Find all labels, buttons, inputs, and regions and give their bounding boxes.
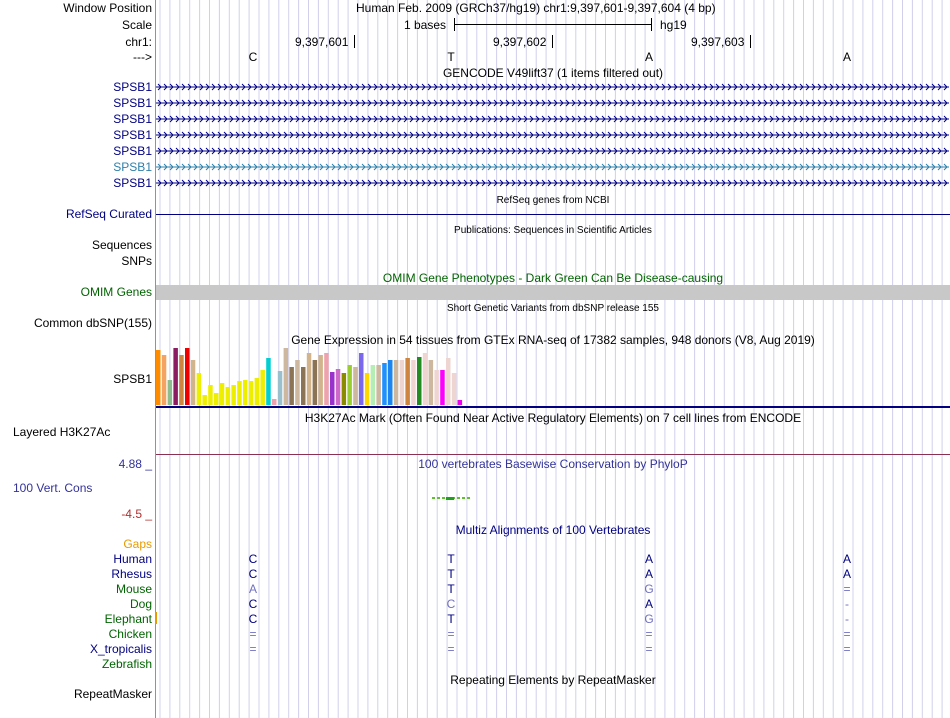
multiz-aligned-base: A [842,552,851,566]
gtex-tissue-bar[interactable] [417,357,422,405]
strand-label: ---> [133,50,152,64]
gtex-tissue-bar[interactable] [295,360,300,405]
multiz-track-title[interactable]: Multiz Alignments of 100 Vertebrates [455,523,651,537]
ref-base: A [644,50,653,64]
gencode-transcript-label[interactable]: SPSB1 [113,144,152,158]
multiz-aligned-base: = [447,627,455,641]
chrom-label: chr1: [125,35,152,49]
multiz-species-label[interactable]: Rhesus [111,567,152,581]
multiz-aligned-base: C [248,597,258,611]
gtex-tissue-bar[interactable] [289,367,294,405]
gtex-tissue-bar[interactable] [307,353,312,405]
gtex-tissue-bar[interactable] [168,380,173,405]
coord-tick [552,35,553,48]
multiz-aligned-base: C [248,552,258,566]
coord-tick [750,35,751,48]
gencode-transcript-label[interactable]: SPSB1 [113,96,152,110]
publications-track-title[interactable]: Publications: Sequences in Scientific Articles [454,225,652,236]
gencode-transcript-intron[interactable] [156,80,949,94]
gtex-tissue-bar[interactable] [371,365,376,405]
multiz-aligned-base: G [644,612,654,626]
gtex-tissue-bar[interactable] [458,400,463,405]
gtex-tissue-bar[interactable] [226,387,231,405]
gtex-track-label[interactable]: SPSB1 [113,372,152,386]
multiz-species-label[interactable]: X_tropicalis [89,642,152,656]
gencode-transcript-intron[interactable] [156,144,949,158]
ref-base: T [447,50,455,64]
gtex-tissue-bar[interactable] [191,360,196,405]
repeatmasker-track-title[interactable]: Repeating Elements by RepeatMasker [450,673,656,687]
multiz-gaps-label: Gaps [123,537,152,551]
h3k27ac-line [156,454,950,455]
multiz-aligned-base: - [845,597,849,611]
gtex-tissue-bar[interactable] [365,373,370,405]
multiz-aligned-base: T [447,582,455,596]
gtex-tissue-bar[interactable] [324,353,329,405]
gtex-tissue-bar[interactable] [278,371,283,405]
omim-track-title[interactable]: OMIM Gene Phenotypes - Dark Green Can Be Disease-causing [382,271,724,285]
gtex-bar-chart[interactable] [156,347,950,409]
scale-bar-left-tick [454,18,455,31]
gtex-tissue-bar[interactable] [260,370,265,405]
multiz-aligned-base: A [644,567,653,581]
multiz-species-label[interactable]: Human [113,552,152,566]
multiz-aligned-base: A [644,552,653,566]
gtex-tissue-bar[interactable] [208,385,213,405]
multiz-aligned-base: = [645,642,653,656]
multiz-aligned-base: T [447,552,455,566]
gtex-tissue-bar[interactable] [359,353,364,405]
gencode-transcript-label[interactable]: SPSB1 [113,112,152,126]
gtex-tissue-bar[interactable] [423,353,428,405]
gtex-tissue-bar[interactable] [237,381,242,405]
multiz-aligned-base: T [447,567,455,581]
gtex-tissue-bar[interactable] [388,360,393,405]
gtex-tissue-bar[interactable] [382,363,387,405]
elephant-insert-marker [155,612,157,624]
scale-assembly: hg19 [660,18,687,32]
gtex-tissue-bar[interactable] [272,399,277,405]
gtex-tissue-bar[interactable] [156,350,161,405]
gtex-tissue-bar[interactable] [284,348,289,405]
gtex-tissue-bar[interactable] [353,367,358,405]
gtex-tissue-bar[interactable] [243,380,248,405]
gtex-tissue-bar[interactable] [347,365,352,405]
multiz-species-label[interactable]: Zebrafish [101,657,152,671]
gtex-tissue-bar[interactable] [434,370,439,405]
coord-tick-label: 9,397,601 [295,35,349,49]
h3k27ac-track-label[interactable]: Layered H3K27Ac [13,425,111,439]
multiz-aligned-base: A [842,567,851,581]
omim-gene-bar[interactable] [156,285,950,300]
multiz-aligned-base: T [447,612,455,626]
gtex-tissue-bar[interactable] [179,355,184,405]
omim-track-label[interactable]: OMIM Genes [80,285,152,299]
gencode-transcript-intron[interactable] [156,160,949,174]
coord-tick [354,35,355,48]
scale-bar [454,24,652,25]
phylop-track-label[interactable]: 100 Vert. Cons [13,481,93,495]
gtex-tissue-bar[interactable] [318,355,323,405]
multiz-aligned-base: C [248,567,258,581]
multiz-species-label[interactable]: Mouse [115,582,152,596]
gtex-tissue-bar[interactable] [440,370,445,405]
ref-base: A [842,50,851,64]
gtex-tissue-bar[interactable] [405,358,410,405]
multiz-aligned-base: = [249,627,257,641]
refseq-track-label[interactable]: RefSeq Curated [65,207,152,221]
dbsnp-track-label[interactable]: Common dbSNP(155) [33,316,152,330]
multiz-aligned-base: G [644,582,654,596]
refseq-track-title[interactable]: RefSeq genes from NCBI [496,195,610,206]
gtex-tissue-bar[interactable] [336,369,341,405]
scale-bar-right-tick [651,18,652,31]
gtex-tissue-bar[interactable] [446,358,451,405]
scale-label: Scale [121,18,152,32]
window-position-value: Human Feb. 2009 (GRCh37/hg19) chr1:9,397,601-9,397,604 (4 bp) [356,1,716,15]
gencode-transcript-label[interactable]: SPSB1 [113,160,152,174]
coord-tick-label: 9,397,603 [691,35,745,49]
multiz-aligned-base: A [248,582,257,596]
gtex-baseline [156,406,950,408]
multiz-aligned-base: = [843,582,851,596]
multiz-species-label[interactable]: Chicken [108,627,152,641]
gtex-tissue-bar[interactable] [197,373,202,405]
ref-base: C [248,50,258,64]
multiz-aligned-base: - [845,612,849,626]
gencode-transcript-intron[interactable] [156,112,949,126]
gtex-tissue-bar[interactable] [429,360,434,405]
gtex-tissue-bar[interactable] [185,348,190,405]
snps-track-label[interactable]: SNPs [121,254,152,268]
publications-track-label[interactable]: Sequences [91,238,152,252]
phylop-track-title[interactable]: 100 vertebrates Basewise Conservation by PhyloP [418,457,688,471]
phylop-max-label: 4.88 _ [118,457,152,471]
gtex-tissue-bar[interactable] [400,360,405,405]
h3k27ac-track-title[interactable]: H3K27Ac Mark (Often Found Near Active Regulatory Elements) on 7 cell lines from ENCODE [304,411,802,425]
gtex-tissue-bar[interactable] [202,395,207,405]
phylop-min-label: -4.5 _ [121,507,152,521]
window-position-label: Window Position [63,1,152,15]
multiz-aligned-base: C [248,612,258,626]
gencode-transcript-intron[interactable] [156,96,949,110]
multiz-species-label[interactable]: Dog [129,597,152,611]
gtex-tissue-bar[interactable] [411,360,416,405]
gtex-tissue-bar[interactable] [394,360,399,405]
coord-tick-label: 9,397,602 [493,35,547,49]
multiz-species-label[interactable]: Elephant [104,612,152,626]
multiz-aligned-base: = [843,627,851,641]
gtex-tissue-bar[interactable] [162,355,167,405]
gtex-tissue-bar[interactable] [231,385,236,405]
gtex-track-title[interactable]: Gene Expression in 54 tissues from GTEx RNA-seq of 17382 samples, 948 donors (V8, Aug 2019) [291,333,815,347]
gtex-tissue-bar[interactable] [376,365,381,405]
gtex-tissue-bar[interactable] [173,348,178,405]
multiz-aligned-base: = [645,627,653,641]
gtex-tissue-bar[interactable] [313,360,318,405]
refseq-gene-line[interactable] [156,214,950,215]
multiz-aligned-base: A [644,597,653,611]
gtex-tissue-bar[interactable] [220,383,225,405]
gencode-transcript-label[interactable]: SPSB1 [113,80,152,94]
gtex-tissue-bar[interactable] [249,381,254,405]
phylop-signal[interactable] [430,494,474,502]
gencode-transcript-label[interactable]: SPSB1 [113,128,152,142]
gencode-track-title[interactable]: GENCODE V49lift37 (1 items filtered out) [442,66,664,80]
gtex-tissue-bar[interactable] [342,373,347,405]
multiz-aligned-base: C [446,597,456,611]
gencode-transcript-intron[interactable] [156,176,949,190]
multiz-aligned-base: = [249,642,257,656]
scale-value: 1 bases [404,18,447,32]
gencode-transcript-intron[interactable] [156,128,949,142]
gtex-tissue-bar[interactable] [452,373,457,405]
dbsnp-track-title[interactable]: Short Genetic Variants from dbSNP release 155 [447,303,659,314]
multiz-aligned-base: = [447,642,455,656]
multiz-aligned-base: = [843,642,851,656]
gencode-transcript-label[interactable]: SPSB1 [113,176,152,190]
gtex-tissue-bar[interactable] [266,358,271,405]
gtex-tissue-bar[interactable] [330,372,335,405]
gtex-tissue-bar[interactable] [301,367,306,405]
repeatmasker-track-label[interactable]: RepeatMasker [73,687,152,701]
gtex-tissue-bar[interactable] [255,378,260,405]
gtex-tissue-bar[interactable] [214,393,219,405]
